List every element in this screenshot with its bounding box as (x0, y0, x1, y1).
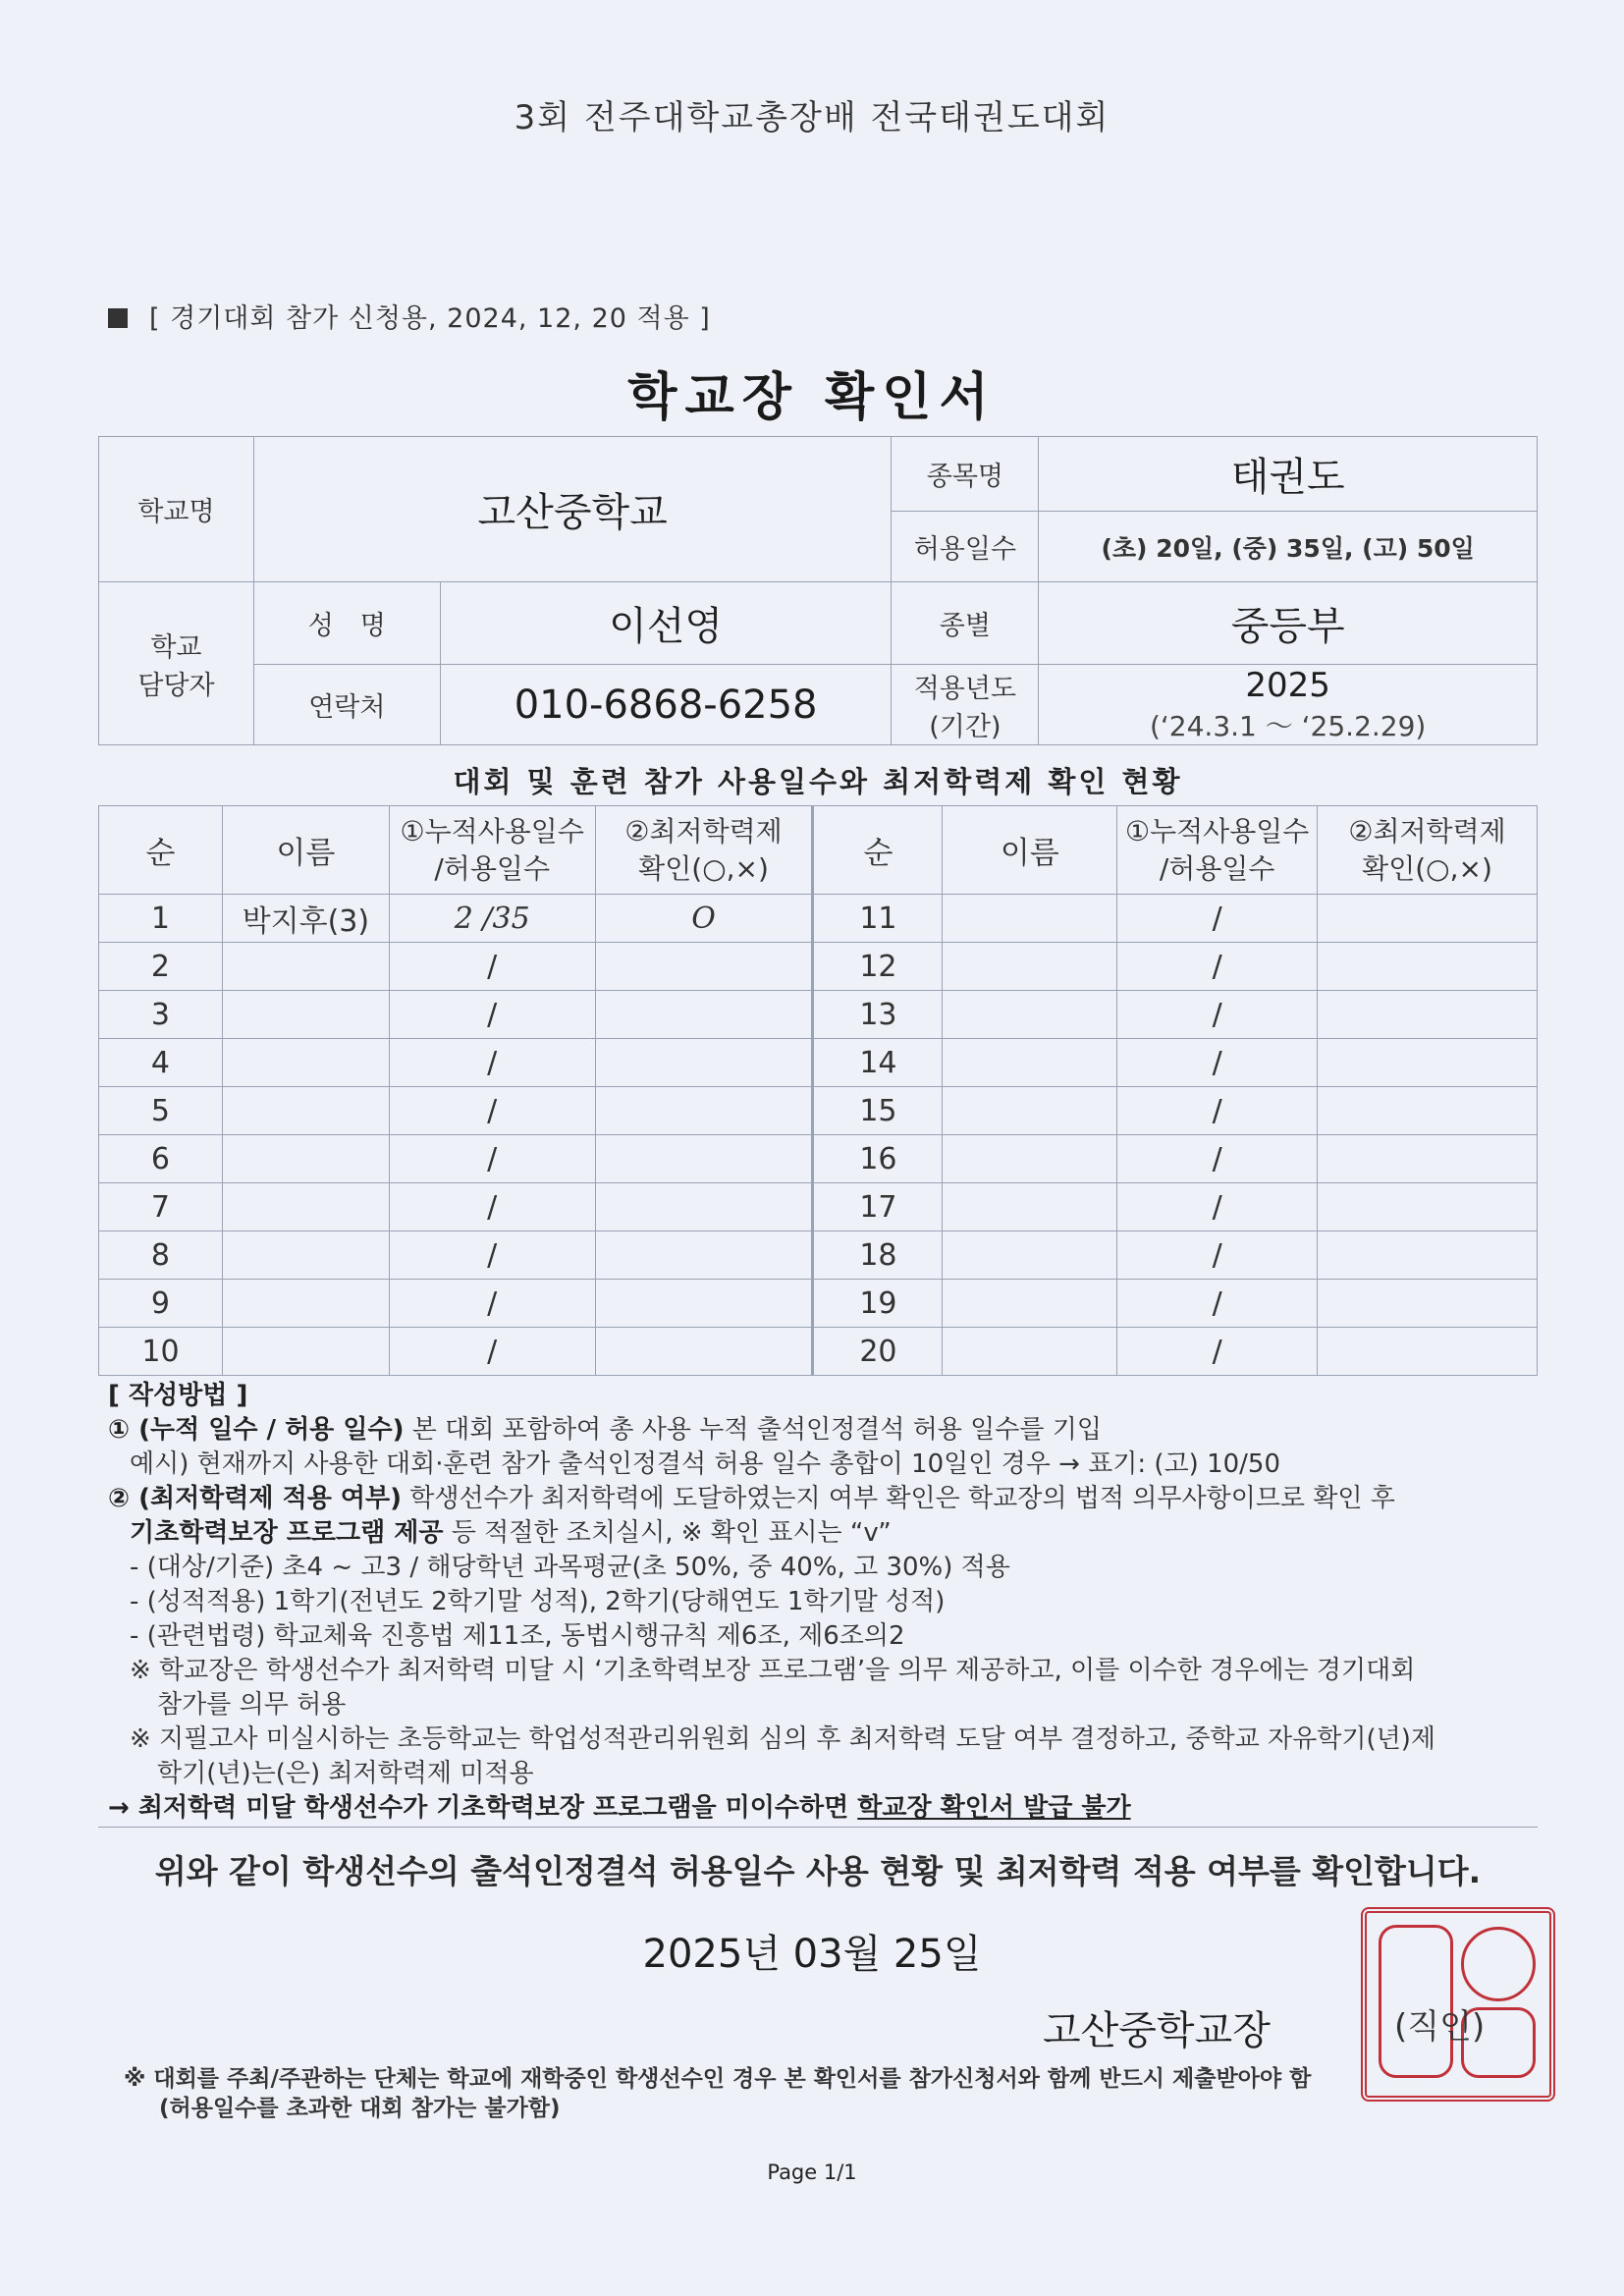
year-cell (1039, 665, 1538, 745)
row-days: / (389, 1135, 595, 1183)
row-no: 8 (99, 1231, 223, 1280)
school-name-value: 고산중학교 (253, 437, 892, 582)
row-name (222, 1087, 389, 1135)
row-no-right: 12 (813, 943, 943, 991)
row-name (222, 943, 389, 991)
table-row (99, 1135, 1538, 1183)
row-check-right (1318, 1280, 1538, 1328)
row-check (595, 943, 813, 991)
row-check (595, 991, 813, 1039)
table-row (99, 1231, 1538, 1280)
year-label-line-2: (기간) (929, 711, 1001, 742)
row-check-right (1318, 1087, 1538, 1135)
row-days-right: / (1117, 1183, 1318, 1231)
row-check-right (1318, 1231, 1538, 1280)
instruction-arrow-underlined: 학교장 확인서 발급 불가 (857, 1793, 1131, 1823)
col-check-header-right-line-1: ②최저학력제 (1348, 814, 1506, 847)
row-no: 1 (99, 895, 223, 943)
row-check-right (1318, 895, 1538, 943)
row-days: / (389, 991, 595, 1039)
row-days: / (389, 1280, 595, 1328)
row-check-right (1318, 1135, 1538, 1183)
col-name-header-right: 이름 (943, 806, 1117, 895)
row-no-right: 20 (813, 1328, 943, 1376)
row-name-right (943, 991, 1117, 1039)
instruction-note-2: ※ 지필고사 미실시하는 초등학교는 학업성적관리위원회 심의 후 최저학력 도달 여부 결정하고, 중학교 자유학기(년)제 (130, 1724, 1435, 1754)
manager-label-line-1: 학교 (150, 631, 202, 663)
row-check (595, 1135, 813, 1183)
row-name-right (943, 1135, 1117, 1183)
row-no-right: 14 (813, 1039, 943, 1087)
table-row (99, 1039, 1538, 1087)
table-row (99, 1328, 1538, 1376)
instruction-grades: - (성적적용) 1학기(전년도 2학기말 성적), 2학기(당해연도 1학기말 성적) (130, 1587, 946, 1616)
row-days: / (389, 1183, 595, 1231)
row-days-right: / (1117, 1328, 1318, 1376)
footer-note-line-2: (허용일수를 초과한 대회 참가는 불가함) (159, 2096, 561, 2121)
seal-mark: (직인) (1394, 2007, 1486, 2047)
row-name-right (943, 1039, 1117, 1087)
instruction-note-2b: 학기(년)는(은) 최저학력제 미적용 (157, 1759, 534, 1788)
confirmation-statement: 위와 같이 학생선수의 출석인정결석 허용일수 사용 현황 및 최저학력 적용 여부를 확인합니다. (154, 1852, 1482, 1890)
row-name (222, 1183, 389, 1231)
row-no: 2 (99, 943, 223, 991)
row-no-right: 13 (813, 991, 943, 1039)
row-name-right (943, 1231, 1117, 1280)
row-name (222, 1280, 389, 1328)
col-days-header-right-line-2: /허용일수 (1159, 851, 1275, 885)
row-days: / (389, 1328, 595, 1376)
instruction-1-text: 본 대회 포함하여 총 사용 누적 출석인정결석 허용 일수를 기입 (404, 1415, 1103, 1445)
row-no: 3 (99, 991, 223, 1039)
instruction-target: - (대상/기준) 초4 ~ 고3 / 해당학년 과목평균(초 50%, 중 40%, 고 30%) 적용 (130, 1553, 1010, 1582)
row-no-right: 11 (813, 895, 943, 943)
row-no-right: 19 (813, 1280, 943, 1328)
col-days-header-line-2: /허용일수 (434, 851, 551, 885)
manager-name-value: 이선영 (440, 582, 892, 665)
row-days-right: / (1117, 1280, 1318, 1328)
col-no-header-right: 순 (813, 806, 943, 895)
row-no: 10 (99, 1328, 223, 1376)
instruction-note-1: ※ 학교장은 학생선수가 최저학력 미달 시 ‘기초학력보장 프로그램’을 의무 제공하고, 이를 이수한 경우에는 경기대회 (130, 1656, 1416, 1685)
row-no: 9 (99, 1280, 223, 1328)
row-days-right: / (1117, 991, 1318, 1039)
row-days: / (389, 1231, 595, 1280)
col-check-header-right-line-2: 확인(○,×) (1362, 851, 1492, 885)
instruction-note-1b: 참가를 의무 허용 (157, 1690, 347, 1720)
row-check (595, 1328, 813, 1376)
row-days-right: / (1117, 1087, 1318, 1135)
instruction-law: - (관련법령) 학교체육 진흥법 제11조, 동법시행규칙 제6조, 제6조의2 (130, 1621, 905, 1651)
instruction-2b-text: 등 적절한 조치실시, ※ 확인 표시는 “v” (443, 1518, 892, 1548)
status-title: 대회 및 훈련 참가 사용일수와 최저학력제 확인 현황 (453, 765, 1183, 798)
row-name-right (943, 1280, 1117, 1328)
sport-value: 태권도 (1039, 437, 1538, 512)
manager-name-label: 성 명 (253, 582, 440, 665)
row-days-right: / (1117, 1039, 1318, 1087)
allowed-days-value: (초) 20일, (중) 35일, (고) 50일 (1039, 512, 1538, 582)
row-name (222, 1039, 389, 1087)
row-days-right: / (1117, 1135, 1318, 1183)
table-row (99, 1183, 1538, 1231)
row-no-right: 16 (813, 1135, 943, 1183)
school-name-label: 학교명 (99, 437, 254, 582)
footer-note (124, 2064, 1528, 2123)
row-no: 5 (99, 1087, 223, 1135)
instruction-2-bold: ② (최저학력제 적용 여부) (108, 1484, 402, 1513)
allowed-days-label: 허용일수 (892, 512, 1039, 582)
col-days-header-right (1117, 806, 1318, 895)
row-no: 7 (99, 1183, 223, 1231)
instruction-1-bold: ① (누적 일수 / 허용 일수) (108, 1415, 405, 1445)
row-name-right (943, 895, 1117, 943)
row-no: 6 (99, 1135, 223, 1183)
year-label (892, 665, 1039, 745)
row-check-right (1318, 991, 1538, 1039)
row-name (222, 1135, 389, 1183)
table-row (99, 895, 1538, 943)
year-period: (‘24.3.1 ～ ‘25.2.29) (1149, 709, 1427, 742)
row-days: / (389, 1039, 595, 1087)
square-bullet-icon (108, 308, 128, 328)
row-no-right: 17 (813, 1183, 943, 1231)
row-check (595, 1280, 813, 1328)
year-label-line-1: 적용년도 (913, 673, 1017, 704)
row-check-right (1318, 1183, 1538, 1231)
table-row (99, 1280, 1538, 1328)
roster-table (98, 805, 1538, 1376)
instruction-2b-bold: 기초학력보장 프로그램 제공 (130, 1518, 444, 1548)
contact-value: 010-6868-6258 (440, 665, 892, 745)
row-check-right (1318, 1039, 1538, 1087)
col-check-header-right (1318, 806, 1538, 895)
instruction-arrow-text: → 최저학력 미달 학생선수가 기초학력보장 프로그램을 미이수하면 (108, 1793, 858, 1823)
row-name-right (943, 1183, 1117, 1231)
row-check-right (1318, 943, 1538, 991)
principal-name: 고산중학교장 (1043, 2008, 1271, 2053)
school-info-table (98, 436, 1538, 745)
row-name-right (943, 1328, 1117, 1376)
row-days-right: / (1117, 943, 1318, 991)
divider (98, 1827, 1538, 1828)
table-row (99, 943, 1538, 991)
row-check: O (595, 895, 813, 943)
col-name-header: 이름 (222, 806, 389, 895)
row-name (222, 1231, 389, 1280)
instruction-2-text: 학생선수가 최저학력에 도달하였는지 여부 확인은 학교장의 법적 의무사항이므로 확인 후 (401, 1484, 1395, 1513)
manager-label (99, 582, 254, 745)
contact-label: 연락처 (253, 665, 440, 745)
col-days-header-right-line-1: ①누적사용일수 (1124, 814, 1310, 847)
year-value: 2025 (1245, 665, 1330, 705)
col-no-header: 순 (99, 806, 223, 895)
table-row (99, 1087, 1538, 1135)
application-note-text: [ 경기대회 참가 신청용, 2024, 12, 20 적용 ] (149, 303, 711, 334)
table-row (99, 991, 1538, 1039)
row-name-right (943, 943, 1117, 991)
row-days-right: / (1117, 895, 1318, 943)
col-check-header-line-1: ②최저학력제 (624, 814, 783, 847)
row-name (222, 1328, 389, 1376)
instruction-example: 예시) 현재까지 사용한 대회·훈련 참가 출석인정결석 허용 일수 총합이 10일인 경우 → 표기: (고) 10/50 (130, 1449, 1281, 1479)
row-days: / (389, 1087, 595, 1135)
row-days: / (389, 943, 595, 991)
event-title: 3회 전주대학교총장배 전국태권도대회 (514, 98, 1110, 137)
row-check (595, 1231, 813, 1280)
category-value: 중등부 (1039, 582, 1538, 665)
category-label: 종별 (892, 582, 1039, 665)
row-no-right: 18 (813, 1231, 943, 1280)
sport-label: 종목명 (892, 437, 1039, 512)
issue-date: 2025년 03월 25일 (642, 1932, 982, 1977)
row-check (595, 1087, 813, 1135)
row-check (595, 1183, 813, 1231)
roster-body (99, 895, 1538, 1376)
row-check-right (1318, 1328, 1538, 1376)
row-days: 2 /35 (389, 895, 595, 943)
document-title: 학교장 확인서 (627, 368, 997, 427)
instructions-title: [ 작성방법 ] (108, 1381, 248, 1410)
row-days-right: / (1117, 1231, 1318, 1280)
row-name-right (943, 1087, 1117, 1135)
page-number: Page 1/1 (767, 2160, 857, 2184)
col-check-header-line-2: 확인(○,×) (638, 851, 769, 885)
row-name (222, 991, 389, 1039)
col-check-header (595, 806, 813, 895)
row-name: 박지후(3) (222, 895, 389, 943)
col-days-header-line-1: ①누적사용일수 (400, 814, 584, 847)
footer-note-line-1: ※ 대회를 주최/주관하는 단체는 학교에 재학중인 학생선수인 경우 본 확인서를 참가신청서와 함께 반드시 제출받아야 함 (124, 2066, 1312, 2092)
col-days-header (389, 806, 595, 895)
row-no: 4 (99, 1039, 223, 1087)
application-note (108, 297, 711, 335)
manager-label-line-2: 담당자 (137, 670, 215, 701)
row-check (595, 1039, 813, 1087)
row-no-right: 15 (813, 1087, 943, 1135)
writing-instructions (108, 1379, 1542, 1826)
